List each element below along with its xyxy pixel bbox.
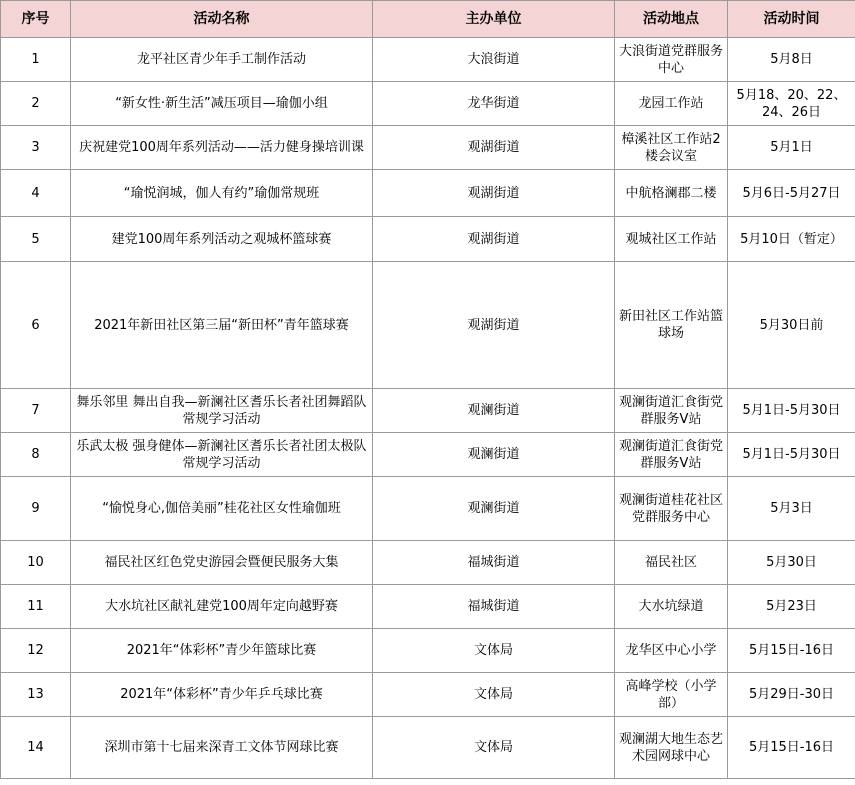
activity-time: 5月8日	[728, 38, 855, 82]
activity-name: 乐武太极 强身健体—新澜社区耆乐长者社团太极队常规学习活动	[71, 433, 373, 477]
table-row	[1, 585, 855, 629]
organizer: 文体局	[373, 629, 615, 673]
location: 龙园工作站	[615, 82, 728, 126]
table-row	[1, 673, 855, 717]
location: 龙华区中心小学	[615, 629, 728, 673]
location: 高峰学校（小学部）	[615, 673, 728, 717]
location: 观澜湖大地生态艺术园网球中心	[615, 717, 728, 779]
location: 中航格澜郡二楼	[615, 170, 728, 217]
activity-name: 2021年“体彩杯”青少年篮球比赛	[71, 629, 373, 673]
organizer: 观澜街道	[373, 433, 615, 477]
location: 新田社区工作站篮球场	[615, 262, 728, 389]
header-cell-no: 序号	[1, 1, 71, 38]
activity-time: 5月29日-30日	[728, 673, 855, 717]
activity-name: 2021年新田社区第三届“新田杯”青年篮球赛	[71, 262, 373, 389]
activity-name: “新女性·新生活”减压项目—瑜伽小组	[71, 82, 373, 126]
row-number: 10	[1, 541, 71, 585]
activity-time: 5月30日前	[728, 262, 855, 389]
activity-time: 5月3日	[728, 477, 855, 541]
table-row	[1, 262, 855, 389]
organizer: 龙华街道	[373, 82, 615, 126]
activity-name: 龙平社区青少年手工制作活动	[71, 38, 373, 82]
organizer: 文体局	[373, 673, 615, 717]
organizer: 福城街道	[373, 541, 615, 585]
row-number: 8	[1, 433, 71, 477]
header-cell-org: 主办单位	[373, 1, 615, 38]
activity-time: 5月15日-16日	[728, 717, 855, 779]
location: 大水坑绿道	[615, 585, 728, 629]
organizer: 观湖街道	[373, 217, 615, 262]
organizer: 文体局	[373, 717, 615, 779]
location: 观城社区工作站	[615, 217, 728, 262]
activity-time: 5月1日-5月30日	[728, 389, 855, 433]
row-number: 5	[1, 217, 71, 262]
table-row	[1, 389, 855, 433]
header-cell-time: 活动时间	[728, 1, 855, 38]
activity-time: 5月15日-16日	[728, 629, 855, 673]
activity-name: 2021年“体彩杯”青少年乒乓球比赛	[71, 673, 373, 717]
activity-time: 5月18、20、22、24、26日	[728, 82, 855, 126]
location: 樟溪社区工作站2楼会议室	[615, 126, 728, 170]
table-row	[1, 82, 855, 126]
activity-name: “愉悦身心,伽倍美丽”桂花社区女性瑜伽班	[71, 477, 373, 541]
organizer: 观湖街道	[373, 126, 615, 170]
row-number: 4	[1, 170, 71, 217]
location: 大浪街道党群服务中心	[615, 38, 728, 82]
table-row	[1, 217, 855, 262]
row-number: 1	[1, 38, 71, 82]
activity-name: 大水坑社区献礼建党100周年定向越野赛	[71, 585, 373, 629]
row-number: 12	[1, 629, 71, 673]
activity-name: 建党100周年系列活动之观城杯篮球赛	[71, 217, 373, 262]
location: 观澜街道汇食街党群服务V站	[615, 433, 728, 477]
row-number: 13	[1, 673, 71, 717]
activity-name: 深圳市第十七届来深青工文体节网球比赛	[71, 717, 373, 779]
table-row	[1, 170, 855, 217]
table-row	[1, 717, 855, 779]
table-row	[1, 126, 855, 170]
organizer: 观澜街道	[373, 389, 615, 433]
table-row	[1, 38, 855, 82]
table-row	[1, 433, 855, 477]
organizer: 观湖街道	[373, 170, 615, 217]
row-number: 2	[1, 82, 71, 126]
row-number: 9	[1, 477, 71, 541]
activity-time: 5月10日（暂定）	[728, 217, 855, 262]
row-number: 6	[1, 262, 71, 389]
header-row	[1, 1, 855, 38]
organizer: 观湖街道	[373, 262, 615, 389]
row-number: 11	[1, 585, 71, 629]
organizer: 福城街道	[373, 585, 615, 629]
row-number: 3	[1, 126, 71, 170]
row-number: 14	[1, 717, 71, 779]
activity-time: 5月23日	[728, 585, 855, 629]
header-cell-place: 活动地点	[615, 1, 728, 38]
organizer: 大浪街道	[373, 38, 615, 82]
location: 观澜街道桂花社区党群服务中心	[615, 477, 728, 541]
row-number: 7	[1, 389, 71, 433]
organizer: 观澜街道	[373, 477, 615, 541]
activity-time: 5月1日-5月30日	[728, 433, 855, 477]
header-cell-name: 活动名称	[71, 1, 373, 38]
activity-name: 福民社区红色党史游园会暨便民服务大集	[71, 541, 373, 585]
table-row	[1, 541, 855, 585]
activity-time: 5月6日-5月27日	[728, 170, 855, 217]
table-row	[1, 477, 855, 541]
activity-time: 5月30日	[728, 541, 855, 585]
location: 福民社区	[615, 541, 728, 585]
activity-time: 5月1日	[728, 126, 855, 170]
table-row	[1, 629, 855, 673]
location: 观澜街道汇食街党群服务V站	[615, 389, 728, 433]
activity-name: 舞乐邻里 舞出自我—新澜社区耆乐长者社团舞蹈队常规学习活动	[71, 389, 373, 433]
activity-name: 庆祝建党100周年系列活动——活力健身操培训课	[71, 126, 373, 170]
activity-name: “瑜悦润城，伽人有约”瑜伽常规班	[71, 170, 373, 217]
